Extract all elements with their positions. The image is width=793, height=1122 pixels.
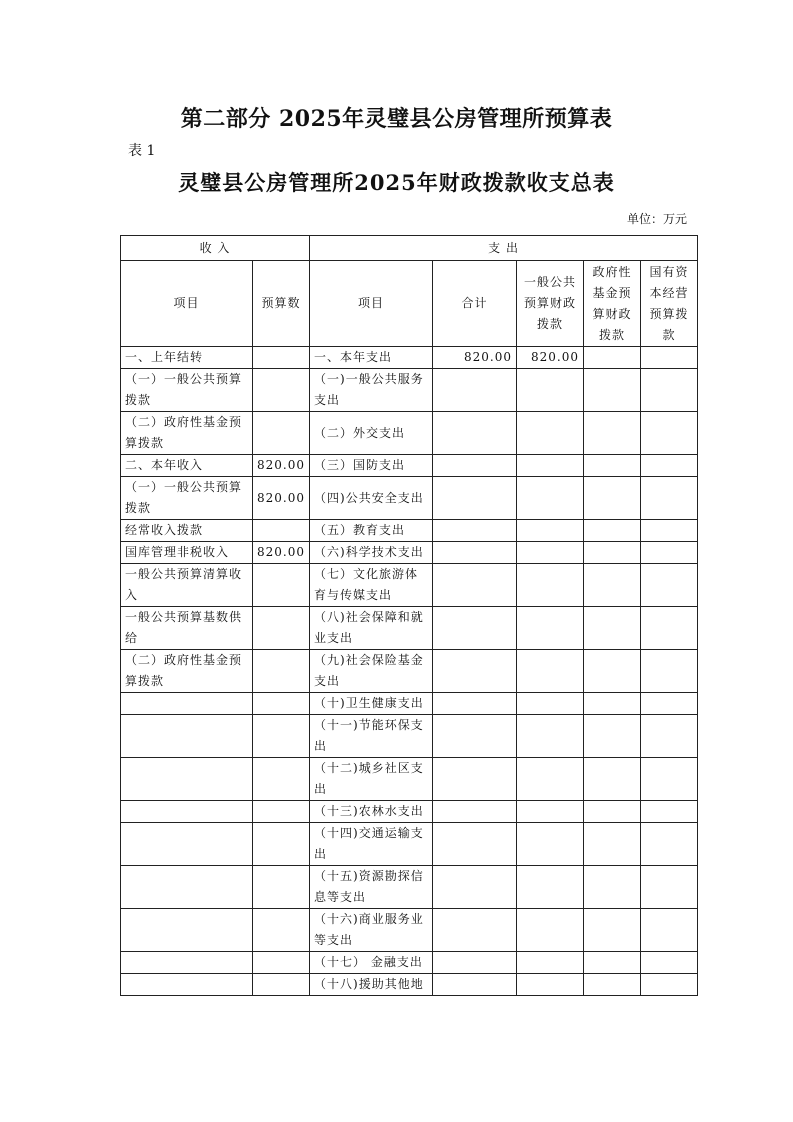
income-item-cell: 国库管理非税收入 bbox=[121, 542, 253, 564]
income-amount-cell bbox=[253, 693, 310, 715]
state-capital-cell bbox=[641, 369, 698, 412]
total-cell bbox=[433, 542, 517, 564]
state-capital-cell bbox=[641, 758, 698, 801]
state-capital-cell bbox=[641, 542, 698, 564]
expense-item-cell: （十五)资源勘探信息等支出 bbox=[310, 866, 433, 909]
general-budget-cell bbox=[517, 758, 584, 801]
total-cell bbox=[433, 866, 517, 909]
income-item-cell bbox=[121, 715, 253, 758]
fund-budget-cell bbox=[584, 866, 641, 909]
income-amount-cell bbox=[253, 801, 310, 823]
header-fund-budget: 政府性基金预算财政拨款 bbox=[584, 261, 641, 347]
state-capital-cell bbox=[641, 477, 698, 520]
unit-label: 单位：万元 bbox=[626, 212, 687, 226]
table-row bbox=[121, 607, 698, 650]
expense-section-header: 支 出 bbox=[310, 236, 698, 261]
header-income-budget: 预算数 bbox=[253, 261, 310, 347]
general-budget-cell bbox=[517, 909, 584, 952]
total-cell bbox=[433, 909, 517, 952]
income-amount-cell bbox=[253, 412, 310, 455]
general-budget-cell: 820.00 bbox=[517, 347, 584, 369]
total-cell bbox=[433, 369, 517, 412]
income-amount-cell: 820.00 bbox=[253, 542, 310, 564]
state-capital-cell bbox=[641, 607, 698, 650]
table-row bbox=[121, 650, 698, 693]
general-budget-cell bbox=[517, 607, 584, 650]
total-cell bbox=[433, 607, 517, 650]
table-row bbox=[121, 542, 698, 564]
general-budget-cell bbox=[517, 369, 584, 412]
fund-budget-cell bbox=[584, 347, 641, 369]
fund-budget-cell bbox=[584, 542, 641, 564]
total-cell bbox=[433, 564, 517, 607]
fund-budget-cell bbox=[584, 607, 641, 650]
state-capital-cell bbox=[641, 801, 698, 823]
fund-budget-cell bbox=[584, 823, 641, 866]
income-amount-cell: 820.00 bbox=[253, 477, 310, 520]
income-item-cell bbox=[121, 866, 253, 909]
state-capital-cell bbox=[641, 866, 698, 909]
state-capital-cell bbox=[641, 347, 698, 369]
total-cell bbox=[433, 650, 517, 693]
state-capital-cell bbox=[641, 650, 698, 693]
income-amount-cell bbox=[253, 520, 310, 542]
total-cell bbox=[433, 801, 517, 823]
general-budget-cell bbox=[517, 412, 584, 455]
income-item-cell bbox=[121, 909, 253, 952]
total-cell bbox=[433, 974, 517, 996]
general-budget-cell bbox=[517, 801, 584, 823]
income-amount-cell bbox=[253, 758, 310, 801]
expense-item-cell: （十)卫生健康支出 bbox=[310, 693, 433, 715]
fund-budget-cell bbox=[584, 369, 641, 412]
fund-budget-cell bbox=[584, 715, 641, 758]
income-item-cell: （一）一般公共预算拨款 bbox=[121, 477, 253, 520]
general-budget-cell bbox=[517, 542, 584, 564]
total-cell bbox=[433, 520, 517, 542]
fund-budget-cell bbox=[584, 412, 641, 455]
fund-budget-cell bbox=[584, 758, 641, 801]
expense-item-cell: （六)科学技术支出 bbox=[310, 542, 433, 564]
income-item-cell bbox=[121, 952, 253, 974]
general-budget-cell bbox=[517, 455, 584, 477]
income-amount-cell bbox=[253, 564, 310, 607]
income-item-cell: （二）政府性基金预算拨款 bbox=[121, 412, 253, 455]
general-budget-cell bbox=[517, 650, 584, 693]
total-cell bbox=[433, 693, 517, 715]
main-title: 第二部分 2025年灵璧县公房管理所预算表 bbox=[180, 106, 613, 132]
table-row bbox=[121, 909, 698, 952]
income-amount-cell bbox=[253, 823, 310, 866]
fund-budget-cell bbox=[584, 650, 641, 693]
expense-item-cell: （四)公共安全支出 bbox=[310, 477, 433, 520]
income-item-cell bbox=[121, 974, 253, 996]
expense-item-cell: （五）教育支出 bbox=[310, 520, 433, 542]
expense-item-cell: （三）国防支出 bbox=[310, 455, 433, 477]
income-amount-cell bbox=[253, 974, 310, 996]
state-capital-cell bbox=[641, 974, 698, 996]
income-amount-cell: 820.00 bbox=[253, 455, 310, 477]
general-budget-cell bbox=[517, 520, 584, 542]
income-amount-cell bbox=[253, 650, 310, 693]
income-item-cell bbox=[121, 801, 253, 823]
table-row bbox=[121, 758, 698, 801]
state-capital-cell bbox=[641, 564, 698, 607]
budget-table bbox=[120, 235, 698, 996]
state-capital-cell bbox=[641, 909, 698, 952]
income-item-cell: 一般公共预算清算收入 bbox=[121, 564, 253, 607]
header-state-capital: 国有资本经营预算拨款 bbox=[641, 261, 698, 347]
total-cell bbox=[433, 952, 517, 974]
fund-budget-cell bbox=[584, 909, 641, 952]
expense-item-cell: （十四)交通运输支出 bbox=[310, 823, 433, 866]
fund-budget-cell bbox=[584, 801, 641, 823]
income-amount-cell bbox=[253, 607, 310, 650]
table-row bbox=[121, 823, 698, 866]
income-item-cell: （一）一般公共预算拨款 bbox=[121, 369, 253, 412]
fund-budget-cell bbox=[584, 477, 641, 520]
table-row bbox=[121, 369, 698, 412]
fund-budget-cell bbox=[584, 520, 641, 542]
table-row bbox=[121, 801, 698, 823]
income-amount-cell bbox=[253, 952, 310, 974]
general-budget-cell bbox=[517, 693, 584, 715]
header-total: 合计 bbox=[433, 261, 517, 347]
income-item-cell: （二）政府性基金预算拨款 bbox=[121, 650, 253, 693]
total-cell bbox=[433, 823, 517, 866]
state-capital-cell bbox=[641, 455, 698, 477]
header-general-budget: 一般公共预算财政拨款 bbox=[517, 261, 584, 347]
table-row bbox=[121, 866, 698, 909]
income-item-cell: 一般公共预算基数供给 bbox=[121, 607, 253, 650]
expense-item-cell: （一)一般公共服务支出 bbox=[310, 369, 433, 412]
income-item-cell: 经常收入拨款 bbox=[121, 520, 253, 542]
total-cell bbox=[433, 412, 517, 455]
general-budget-cell bbox=[517, 715, 584, 758]
state-capital-cell bbox=[641, 715, 698, 758]
fund-budget-cell bbox=[584, 974, 641, 996]
general-budget-cell bbox=[517, 477, 584, 520]
table-row bbox=[121, 520, 698, 542]
income-section-header: 收 入 bbox=[121, 236, 310, 261]
table-row bbox=[121, 952, 698, 974]
header-expense-item: 项目 bbox=[310, 261, 433, 347]
fund-budget-cell bbox=[584, 564, 641, 607]
income-item-cell bbox=[121, 758, 253, 801]
income-amount-cell bbox=[253, 347, 310, 369]
state-capital-cell bbox=[641, 952, 698, 974]
income-item-cell bbox=[121, 693, 253, 715]
total-cell bbox=[433, 715, 517, 758]
header-income-item: 项目 bbox=[121, 261, 253, 347]
table-row bbox=[121, 455, 698, 477]
general-budget-cell bbox=[517, 866, 584, 909]
table-row bbox=[121, 693, 698, 715]
income-amount-cell bbox=[253, 369, 310, 412]
expense-item-cell: （十一)节能环保支出 bbox=[310, 715, 433, 758]
expense-item-cell: （十八)援助其他地 bbox=[310, 974, 433, 996]
general-budget-cell bbox=[517, 974, 584, 996]
table-row bbox=[121, 412, 698, 455]
income-item-cell: 一、上年结转 bbox=[121, 347, 253, 369]
expense-item-cell: （十七） 金融支出 bbox=[310, 952, 433, 974]
section-header-row bbox=[121, 236, 698, 261]
income-amount-cell bbox=[253, 715, 310, 758]
expense-item-cell: （九)社会保险基金支出 bbox=[310, 650, 433, 693]
total-cell bbox=[433, 758, 517, 801]
income-item-cell bbox=[121, 823, 253, 866]
fund-budget-cell bbox=[584, 693, 641, 715]
state-capital-cell bbox=[641, 823, 698, 866]
fund-budget-cell bbox=[584, 455, 641, 477]
table-row bbox=[121, 974, 698, 996]
general-budget-cell bbox=[517, 564, 584, 607]
state-capital-cell bbox=[641, 412, 698, 455]
total-cell bbox=[433, 477, 517, 520]
expense-item-cell: （二）外交支出 bbox=[310, 412, 433, 455]
total-cell bbox=[433, 455, 517, 477]
income-amount-cell bbox=[253, 909, 310, 952]
column-header-row bbox=[121, 261, 698, 347]
expense-item-cell: （十三)农林水支出 bbox=[310, 801, 433, 823]
expense-item-cell: 一、本年支出 bbox=[310, 347, 433, 369]
state-capital-cell bbox=[641, 520, 698, 542]
state-capital-cell bbox=[641, 693, 698, 715]
table-row bbox=[121, 715, 698, 758]
table-title: 灵璧县公房管理所2025年财政拨款收支总表 bbox=[178, 170, 615, 195]
table-row bbox=[121, 477, 698, 520]
expense-item-cell: （七）文化旅游体育与传媒支出 bbox=[310, 564, 433, 607]
income-amount-cell bbox=[253, 866, 310, 909]
table-row bbox=[121, 347, 698, 369]
general-budget-cell bbox=[517, 823, 584, 866]
general-budget-cell bbox=[517, 952, 584, 974]
expense-item-cell: （十六)商业服务业等支出 bbox=[310, 909, 433, 952]
table-label: 表 1 bbox=[128, 143, 156, 159]
expense-item-cell: （十二)城乡社区支出 bbox=[310, 758, 433, 801]
table-row bbox=[121, 564, 698, 607]
expense-item-cell: （八)社会保障和就业支出 bbox=[310, 607, 433, 650]
income-item-cell: 二、本年收入 bbox=[121, 455, 253, 477]
total-cell: 820.00 bbox=[433, 347, 517, 369]
fund-budget-cell bbox=[584, 952, 641, 974]
